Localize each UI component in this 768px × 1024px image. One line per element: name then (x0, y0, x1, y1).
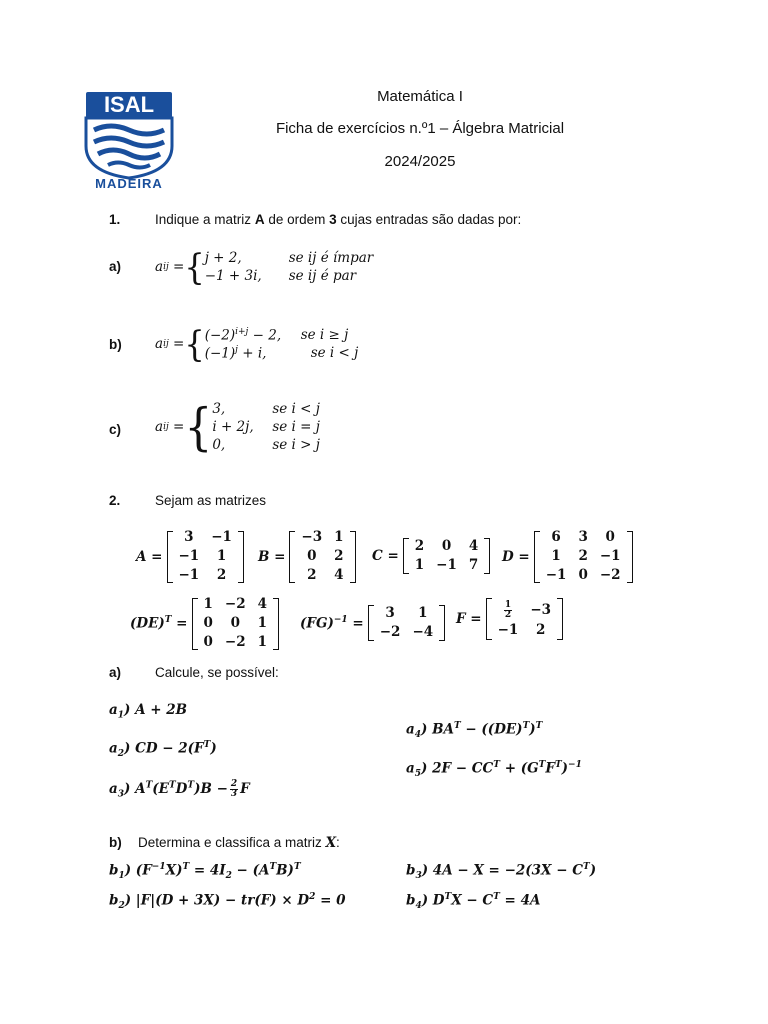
matrix-cell: −1 (545, 567, 567, 583)
matrix-cell: −1 (436, 557, 457, 573)
matrix-cell: 3 (578, 529, 588, 545)
matrix-cell: 1 (257, 615, 268, 631)
q1-statement: Indique a matriz A de ordem 3 cujas entradas são dadas por: (155, 212, 522, 227)
matrix-A: A = 3 −1 −1 1 −1 2 (136, 528, 244, 585)
q1a-label: a) (109, 259, 122, 274)
matrix-cell: 6 (551, 529, 561, 545)
q1a-definition: a ij = { j + 2, se ij é ímpar −1 + 3i, se ij é par (155, 246, 374, 288)
item-a5: $a_5$) $2F - CC^T + (G^TF^T)^{-1}$ (406, 760, 582, 780)
q1b-definition: a ij = { $(-2)^{i+j} - 2$, se i ≥ j $(-1)^j + i$, se i < j (155, 323, 359, 365)
matrix-cell: 0 (203, 615, 213, 631)
matrix-cell: 2 (414, 538, 425, 554)
matrix-F: F = $\frac{1}{2}$ −3 −1 2 (456, 598, 563, 640)
sheet-title: Ficha de exercícios n.º1 – Álgebra Matricial (275, 120, 565, 137)
matrix-cell: −2 (379, 624, 401, 640)
matrix-cell: 0 (230, 615, 240, 631)
item-a1: $a_1$) A + 2B (109, 702, 188, 721)
logo-name: ISAL (103, 92, 155, 117)
matrix-cell: 1 (414, 557, 425, 573)
matrix-cell: 2 (307, 567, 317, 583)
item-b3: $b_3$) $4A - X = -2(3X - C^T)$ (406, 862, 597, 882)
item-a4: $a_4$) $BA^T - ((DE)^T)^T$ (406, 721, 543, 741)
q2b-text: Determina e classifica a matriz X: (138, 835, 340, 851)
matrix-cell: −1 (178, 567, 200, 583)
isal-shield-icon (84, 90, 174, 190)
matrix-DE-transpose: (DE)$^T$ = 1 −2 4 0 0 1 0 −2 1 (130, 595, 279, 652)
matrix-cell: 7 (468, 557, 479, 573)
matrix-FG-inverse: (FG)$^{-1}$ = 3 1 −2 −4 (300, 604, 445, 642)
item-a3: $a_3$) $A^T(E^TD^T)B$ − $\frac{2}{3}$ F (109, 779, 250, 800)
matrix-cell: 0 (605, 529, 615, 545)
q2b-label: b) (109, 835, 122, 850)
q1-number: 1. (109, 212, 121, 227)
isal-logo (84, 90, 174, 190)
q2-intro: Sejam as matrizes (155, 493, 267, 508)
matrix-cell: 1 (551, 548, 561, 564)
matrix-cell: −3 (301, 529, 323, 545)
matrix-cell: 2 (578, 548, 588, 564)
matrix-cell: 4 (257, 596, 268, 612)
q2a-label: a) (109, 665, 122, 680)
matrix-D: D = 6 3 0 1 2 −1 −1 0 −2 (502, 528, 633, 585)
matrix-cell: 1 (257, 634, 268, 650)
matrix-cell: 1 (334, 529, 344, 545)
q1b-label: b) (109, 337, 122, 352)
matrix-cell: 2 (216, 567, 227, 583)
matrix-cell: 0 (307, 548, 317, 564)
matrix-cell: −1 (178, 548, 200, 564)
q2-number: 2. (109, 493, 121, 508)
academic-year: 2024/2025 (384, 153, 456, 170)
matrix-cell: −1 (599, 548, 621, 564)
matrix-cell: 3 (385, 605, 395, 621)
item-b1: $b_1$) $(F^{-1}X)^T = 4I_2 - (A^TB)^T$ (109, 862, 301, 882)
matrix-cell: −2 (224, 596, 246, 612)
q1c-label: c) (109, 422, 122, 437)
item-a2: $a_2$) CD − $2(F^T)$ (109, 740, 217, 760)
matrix-B: B = −3 1 0 2 2 4 (258, 528, 356, 585)
matrix-cell: 4 (334, 567, 344, 583)
logo-region: MADEIRA (95, 176, 163, 191)
matrix-cell: 4 (468, 538, 479, 554)
matrix-cell: 0 (578, 567, 588, 583)
matrix-cell: 3 (184, 529, 194, 545)
matrix-cell: 1 (203, 596, 213, 612)
matrix-C: C = 2 0 4 1 −1 7 (372, 537, 490, 575)
q1c-definition: a ij = { 3, se i < j i + 2j, se i = j 0, se i > j (155, 397, 320, 457)
matrix-cell: 0 (203, 634, 213, 650)
matrix-cell: 1 (418, 605, 428, 621)
item-b2: $b_2$) $|F|(D + 3X) - tr(F) \times D^2 = 0$ (109, 892, 346, 912)
matrix-cell: 0 (441, 538, 452, 554)
matrix-cell: 1 (216, 548, 227, 564)
q2a-text: Calcule, se possível: (155, 665, 279, 680)
matrix-cell: 2 (334, 548, 344, 564)
matrix-cell: −1 (211, 529, 232, 545)
matrix-cell: −2 (224, 634, 246, 650)
matrix-cell: −2 (599, 567, 621, 583)
matrix-cell: −4 (412, 624, 434, 640)
course-title: Matemática I (377, 88, 463, 105)
item-b4: $b_4$) $D^TX - C^T = 4A$ (406, 892, 541, 912)
